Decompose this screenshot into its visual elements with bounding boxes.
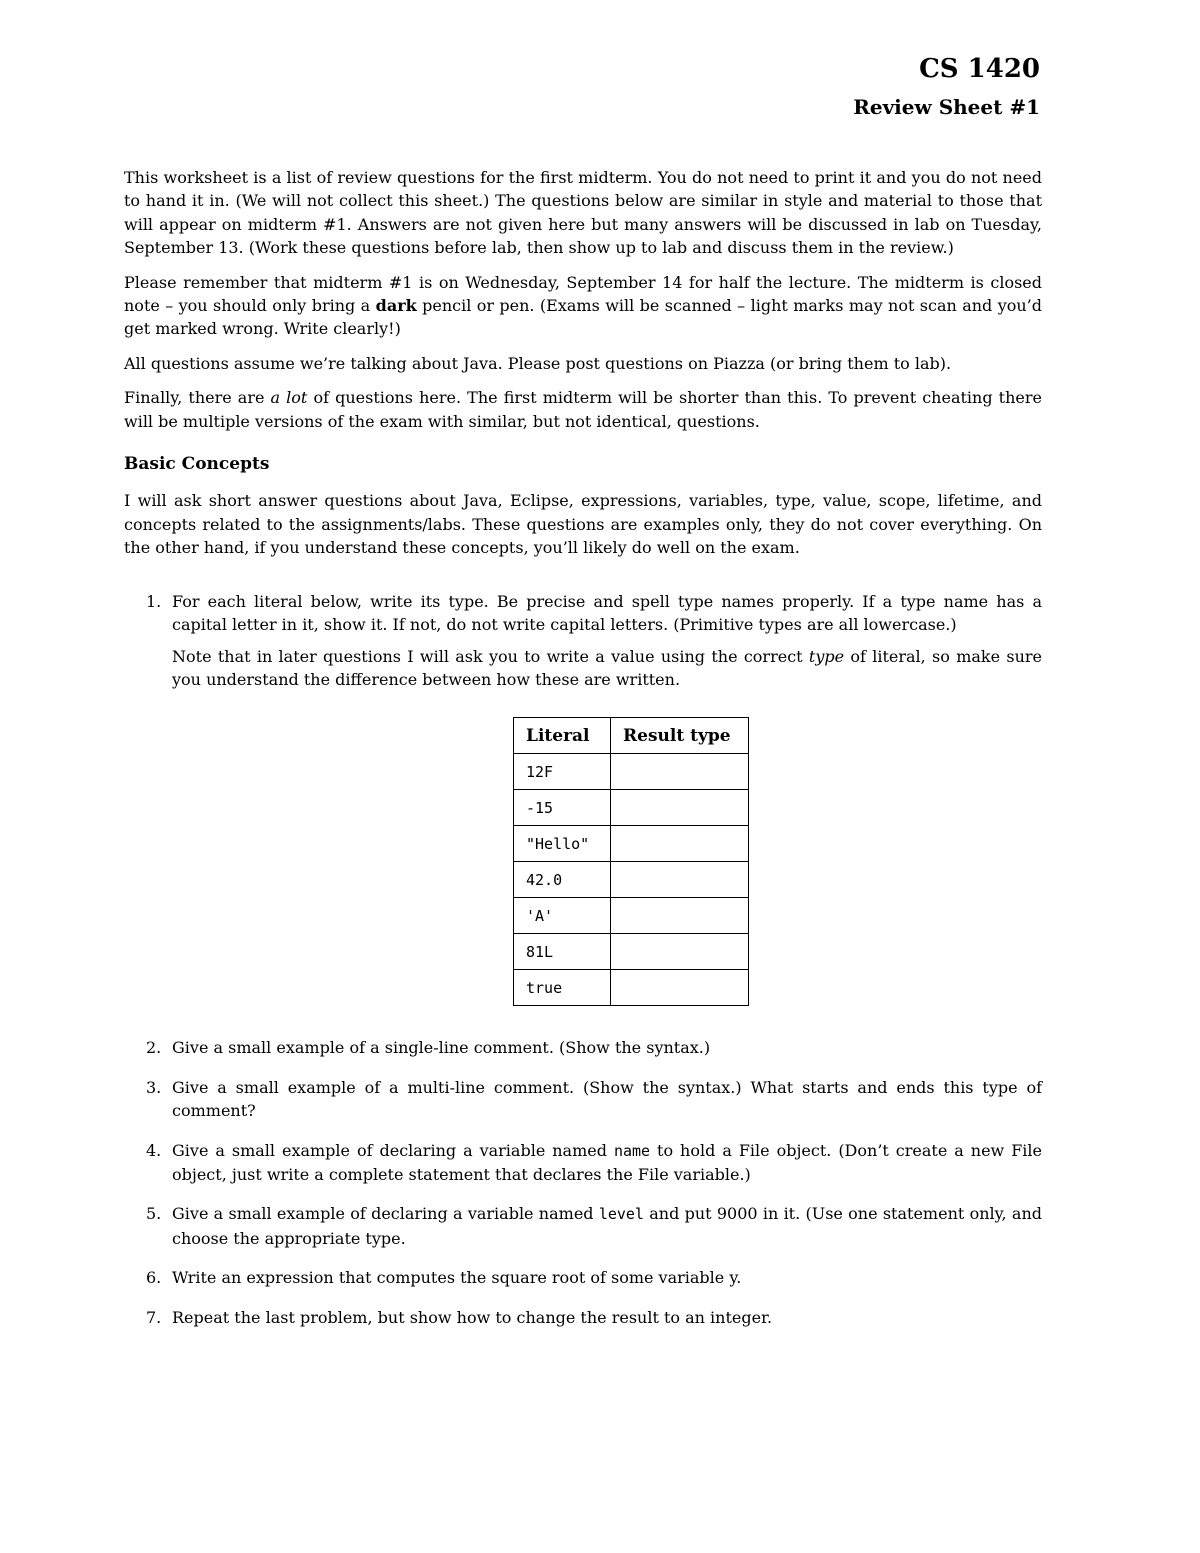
table-row [514,934,749,970]
question-3 [124,1076,1042,1123]
question-1-text: For each literal below, write its type. Be precise and spell type names properly. If a type name has a capital letter in it, show it. If not, do not write capital letters. (Primitive types are all lowercase.) [172,591,1042,635]
literal-cell: 42.0 [514,862,611,898]
table-row [514,898,749,934]
literal-cell: 'A' [514,898,611,934]
literal-cell: "Hello" [514,826,611,862]
course-title: CS 1420 [919,54,1040,84]
question-number: 5. [146,1204,162,1224]
table-row [514,826,749,862]
intro-paragraph-4 [124,386,1042,433]
question-list [124,590,1042,1329]
question-4 [124,1139,1042,1187]
result-type-cell [611,898,749,934]
intro-paragraph-2 [124,271,1042,341]
intro-p4-emphasis: a lot [270,388,308,408]
q1-note-emphasis: type [808,646,845,666]
column-header-literal: Literal [514,718,611,754]
question-5-text [172,1202,1042,1250]
q4-code: name [613,1141,651,1160]
q4-part-a: Give a small example of declaring a variable named [172,1140,614,1160]
q1-note-part-b: of literal, so make sure you understand the difference between how these are written. [172,646,1042,689]
table-row [514,790,749,826]
result-type-cell [611,934,749,970]
intro-p4-part-a: Finally, there are [124,388,271,408]
literal-table [513,717,749,1006]
column-header-result-type: Result type [611,718,749,754]
question-number: 1. [146,591,162,611]
question-number: 6. [146,1268,162,1288]
literal-cell: -15 [514,790,611,826]
sheet-title: Review Sheet #1 [853,95,1040,119]
question-6 [124,1266,1042,1289]
question-3-text: Give a small example of a multi-line comment. (Show the syntax.) What starts and ends this type of comment? [172,1077,1042,1121]
q5-part-a: Give a small example of declaring a variable named [172,1204,599,1224]
result-type-cell [611,754,749,790]
intro-p2-part-b: pencil or pen. (Exams will be scanned – light marks may not scan and you’d get marked wrong. Write clearly!) [124,296,1042,339]
question-4-text [172,1139,1042,1187]
literal-cell: 81L [514,934,611,970]
q5-code: level [598,1205,644,1224]
table-row [514,970,749,1006]
question-5 [124,1202,1042,1250]
document-body [124,166,1042,1345]
result-type-cell [611,970,749,1006]
q5-part-b: and put 9000 in it. (Use one statement only, and choose the appropriate type. [172,1204,1042,1248]
question-2-text: Give a small example of a single-line comment. (Show the syntax.) [172,1038,711,1058]
section-heading: Basic Concepts [124,454,270,475]
table-header-row [514,718,749,754]
question-number: 4. [146,1140,162,1160]
literal-cell: 12F [514,754,611,790]
intro-p2-part-a: Please remember that midterm #1 is on Wednesday, September 14 for half the lecture. The midterm is closed note – you should only bring a [124,272,1042,316]
table-row [514,754,749,790]
question-6-text: Write an expression that computes the square root of some variable y. [172,1268,742,1288]
question-number: 7. [146,1307,162,1327]
result-type-cell [611,826,749,862]
intro-paragraph-1: This worksheet is a list of review questions for the first midterm. You do not need to print it and you do not need to hand it in. (We will not collect this sheet.) The questions below are similar in style and material to those that will appear on midterm #1. Answers are not given here but many answers will be discussed in lab on Tuesday, September 13. (Work these questions before lab, then show up to lab and discuss them in the review.) [124,168,1042,258]
section-text: I will ask short answer questions about Java, Eclipse, expressions, variables, type, value, scope, lifetime, and concepts related to the assignments/labs. These questions are examples only, they do not cover everything. On the other hand, if you understand these concepts, you’ll likely do well on the exam. [124,491,1042,558]
result-type-cell [611,862,749,898]
question-1 [124,590,1042,1007]
question-number: 2. [146,1038,162,1058]
question-1-note [172,645,1042,692]
question-7 [124,1306,1042,1329]
question-2 [124,1036,1042,1059]
intro-paragraph-3: All questions assume we’re talking about Java. Please post questions on Piazza (or bring them to lab). [124,353,952,373]
q1-note-part-a: Note that in later questions I will ask you to write a value using the correct [172,646,809,666]
intro-p4-part-b: of questions here. The first midterm will be shorter than this. To prevent cheating there will be multiple versions of the exam with similar, but not identical, questions. [124,388,1042,431]
table-row [514,862,749,898]
q4-part-b: to hold a File object. (Don’t create a new File object, just write a complete statement that declares the File variable.) [172,1140,1043,1184]
document-header [853,52,1040,120]
question-number: 3. [146,1077,162,1097]
literal-cell: true [514,970,611,1006]
result-type-cell [611,790,749,826]
intro-p2-bold: dark [375,296,417,316]
question-7-text: Repeat the last problem, but show how to change the result to an integer. [172,1307,773,1327]
